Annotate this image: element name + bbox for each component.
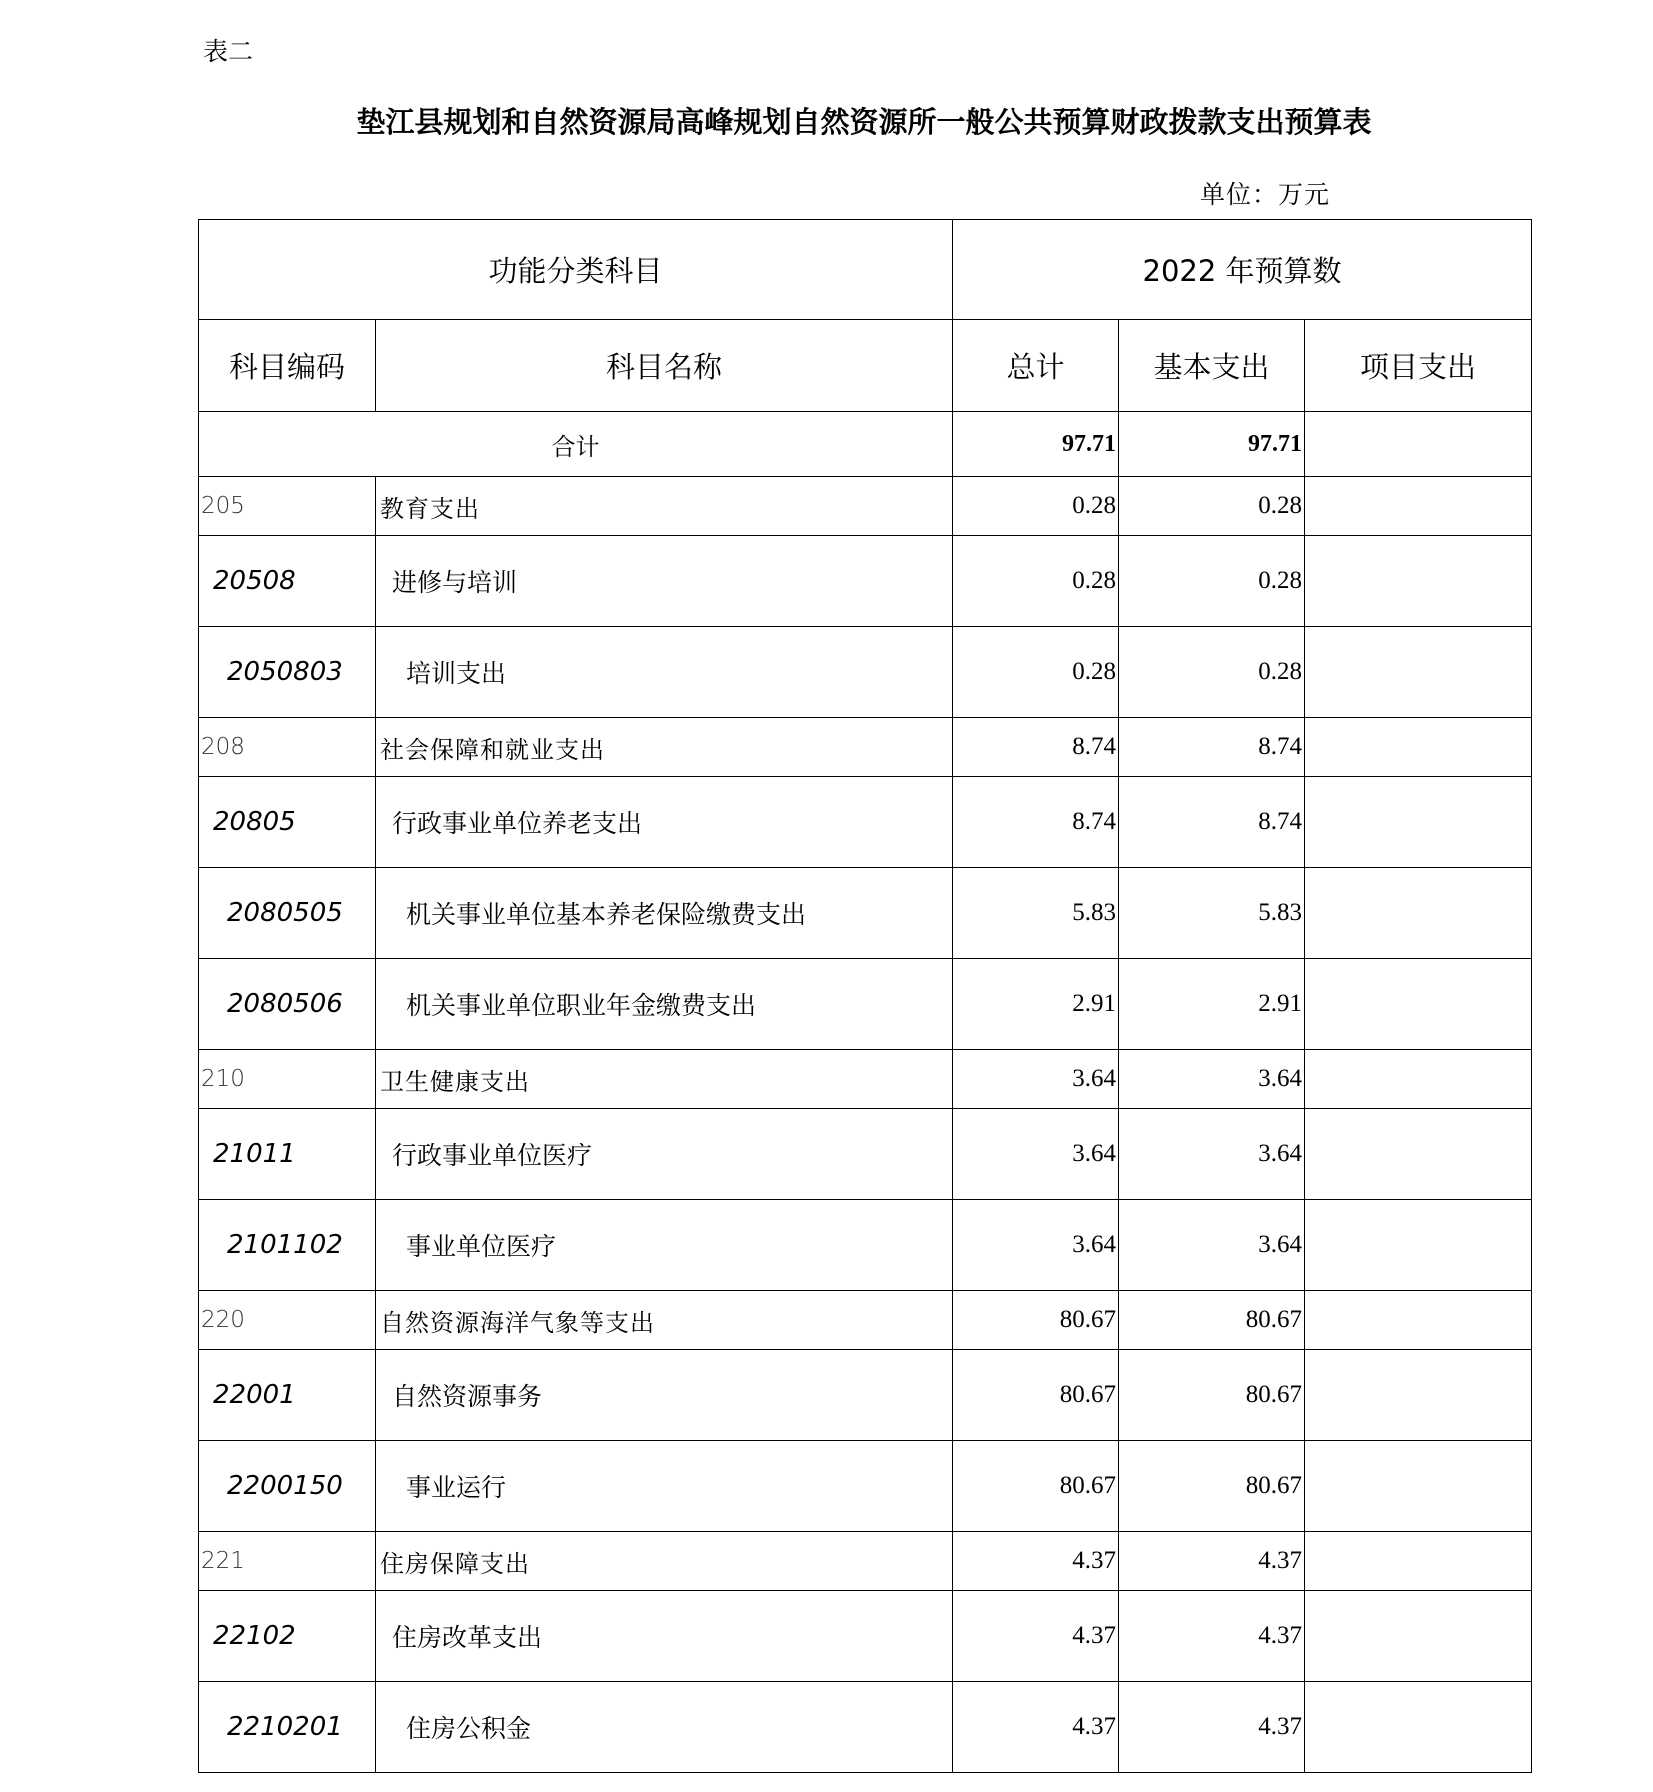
- table-row: [199, 1682, 1532, 1773]
- header-functional-classification: 功能分类科目: [199, 220, 953, 320]
- table-row: [199, 1200, 1532, 1291]
- project-expenditure-cell: [1305, 477, 1532, 536]
- subject-code-cell: 205: [199, 477, 376, 536]
- subject-code-cell: 2101102: [199, 1200, 376, 1291]
- subject-name-cell: 住房改革支出: [376, 1591, 953, 1682]
- project-expenditure-cell: [1305, 1291, 1532, 1350]
- project-expenditure-cell: [1305, 1591, 1532, 1682]
- total-cell: 80.67: [953, 1291, 1119, 1350]
- total-cell: 8.74: [953, 718, 1119, 777]
- table-row: [199, 868, 1532, 959]
- header-row-group: [199, 220, 1532, 320]
- total-row: [199, 412, 1532, 477]
- table-row: [199, 1591, 1532, 1682]
- budget-table: [198, 219, 1532, 1773]
- total-cell: 4.37: [953, 1682, 1119, 1773]
- total-project-amount: [1305, 412, 1532, 477]
- basic-expenditure-cell: 4.37: [1119, 1591, 1305, 1682]
- total-cell: 80.67: [953, 1350, 1119, 1441]
- project-expenditure-cell: [1305, 627, 1532, 718]
- total-cell: 5.83: [953, 868, 1119, 959]
- project-expenditure-cell: [1305, 718, 1532, 777]
- subject-code-cell: 2210201: [199, 1682, 376, 1773]
- total-cell: 2.91: [953, 959, 1119, 1050]
- header-subject-name: 科目名称: [376, 320, 953, 412]
- subject-code-cell: 2050803: [199, 627, 376, 718]
- header-total: 总计: [953, 320, 1119, 412]
- project-expenditure-cell: [1305, 1532, 1532, 1591]
- table-row: [199, 1441, 1532, 1532]
- subject-code-cell: 20805: [199, 777, 376, 868]
- subject-code-cell: 220: [199, 1291, 376, 1350]
- subject-name-cell: 教育支出: [376, 477, 953, 536]
- header-row-columns: [199, 320, 1532, 412]
- subject-name-cell: 自然资源事务: [376, 1350, 953, 1441]
- basic-expenditure-cell: 2.91: [1119, 959, 1305, 1050]
- basic-expenditure-cell: 0.28: [1119, 536, 1305, 627]
- basic-expenditure-cell: 80.67: [1119, 1441, 1305, 1532]
- subject-code-cell: 22001: [199, 1350, 376, 1441]
- subject-name-cell: 事业运行: [376, 1441, 953, 1532]
- subject-code-cell: 20508: [199, 536, 376, 627]
- project-expenditure-cell: [1305, 1050, 1532, 1109]
- table-row: [199, 1050, 1532, 1109]
- subject-name-cell: 行政事业单位养老支出: [376, 777, 953, 868]
- basic-expenditure-cell: 8.74: [1119, 718, 1305, 777]
- subject-name-cell: 进修与培训: [376, 536, 953, 627]
- project-expenditure-cell: [1305, 868, 1532, 959]
- project-expenditure-cell: [1305, 536, 1532, 627]
- project-expenditure-cell: [1305, 1109, 1532, 1200]
- subject-code-cell: 210: [199, 1050, 376, 1109]
- subject-name-cell: 社会保障和就业支出: [376, 718, 953, 777]
- total-cell: 4.37: [953, 1532, 1119, 1591]
- basic-expenditure-cell: 0.28: [1119, 627, 1305, 718]
- total-cell: 0.28: [953, 536, 1119, 627]
- table-row: [199, 1291, 1532, 1350]
- subject-code-cell: 22102: [199, 1591, 376, 1682]
- subject-name-cell: 住房公积金: [376, 1682, 953, 1773]
- basic-expenditure-cell: 3.64: [1119, 1050, 1305, 1109]
- unit-label: 单位：万元: [1200, 180, 1331, 209]
- table-row: [199, 536, 1532, 627]
- header-project-expenditure: 项目支出: [1305, 320, 1532, 412]
- subject-name-cell: 培训支出: [376, 627, 953, 718]
- subject-name-cell: 卫生健康支出: [376, 1050, 953, 1109]
- subject-name-cell: 机关事业单位基本养老保险缴费支出: [376, 868, 953, 959]
- page-label: 表二: [203, 37, 254, 66]
- total-cell: 0.28: [953, 477, 1119, 536]
- subject-code-cell: 21011: [199, 1109, 376, 1200]
- table-row: [199, 627, 1532, 718]
- table-row: [199, 777, 1532, 868]
- basic-expenditure-cell: 5.83: [1119, 868, 1305, 959]
- document-title: 垫江县规划和自然资源局高峰规划自然资源所一般公共预算财政拨款支出预算表: [356, 105, 1372, 139]
- total-label: 合计: [199, 412, 953, 477]
- subject-code-cell: 208: [199, 718, 376, 777]
- subject-name-cell: 事业单位医疗: [376, 1200, 953, 1291]
- total-cell: 4.37: [953, 1591, 1119, 1682]
- project-expenditure-cell: [1305, 777, 1532, 868]
- subject-name-cell: 机关事业单位职业年金缴费支出: [376, 959, 953, 1050]
- total-cell: 3.64: [953, 1109, 1119, 1200]
- basic-expenditure-cell: 80.67: [1119, 1350, 1305, 1441]
- header-basic-expenditure: 基本支出: [1119, 320, 1305, 412]
- project-expenditure-cell: [1305, 1682, 1532, 1773]
- table-row: [199, 1109, 1532, 1200]
- basic-expenditure-cell: 4.37: [1119, 1532, 1305, 1591]
- header-budget-year: 2022 年预算数: [953, 220, 1532, 320]
- basic-expenditure-cell: 8.74: [1119, 777, 1305, 868]
- total-cell: 0.28: [953, 627, 1119, 718]
- table-row: [199, 718, 1532, 777]
- total-cell: 3.64: [953, 1200, 1119, 1291]
- total-cell: 3.64: [953, 1050, 1119, 1109]
- subject-code-cell: 221: [199, 1532, 376, 1591]
- basic-expenditure-cell: 3.64: [1119, 1109, 1305, 1200]
- total-cell: 80.67: [953, 1441, 1119, 1532]
- project-expenditure-cell: [1305, 1200, 1532, 1291]
- table-row: [199, 1350, 1532, 1441]
- basic-expenditure-cell: 80.67: [1119, 1291, 1305, 1350]
- subject-code-cell: 2080506: [199, 959, 376, 1050]
- header-subject-code: 科目编码: [199, 320, 376, 412]
- basic-expenditure-cell: 4.37: [1119, 1682, 1305, 1773]
- project-expenditure-cell: [1305, 1350, 1532, 1441]
- budget-table-body: [199, 220, 1532, 1773]
- subject-name-cell: 住房保障支出: [376, 1532, 953, 1591]
- subject-name-cell: 行政事业单位医疗: [376, 1109, 953, 1200]
- total-basic-amount: 97.71: [1119, 412, 1305, 477]
- basic-expenditure-cell: 0.28: [1119, 477, 1305, 536]
- subject-code-cell: 2080505: [199, 868, 376, 959]
- total-cell: 8.74: [953, 777, 1119, 868]
- table-row: [199, 959, 1532, 1050]
- table-row: [199, 1532, 1532, 1591]
- table-row: [199, 477, 1532, 536]
- total-amount: 97.71: [953, 412, 1119, 477]
- project-expenditure-cell: [1305, 1441, 1532, 1532]
- subject-name-cell: 自然资源海洋气象等支出: [376, 1291, 953, 1350]
- subject-code-cell: 2200150: [199, 1441, 376, 1532]
- project-expenditure-cell: [1305, 959, 1532, 1050]
- basic-expenditure-cell: 3.64: [1119, 1200, 1305, 1291]
